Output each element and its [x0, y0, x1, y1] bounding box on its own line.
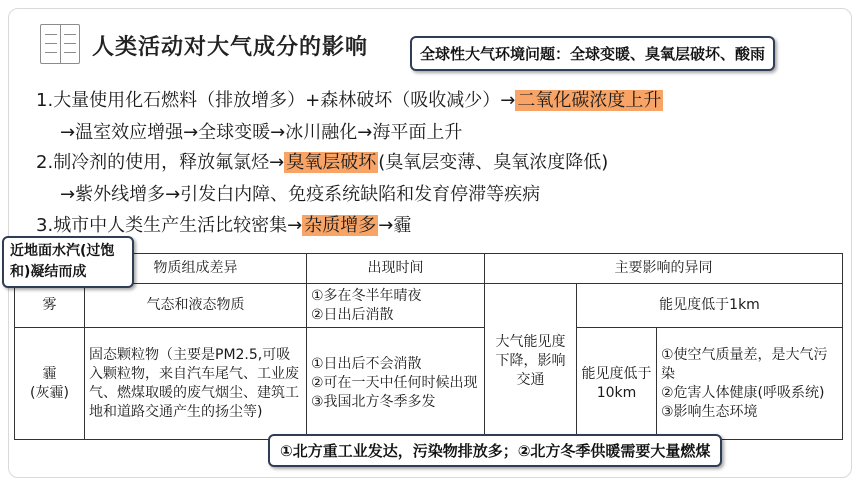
haze-alias: (灰霾): [30, 384, 69, 401]
haze-composition: 固态颗粒物（主要是PM2.5,可吸入颗粒物，来自汽车尾气、工业废气、燃煤取暖的废气烟尘、建筑工地和道路交通产生的扬尘等): [85, 328, 307, 440]
point-2-chain: →紫外线增多→引发白内障、免疫系统缺陷和发育停滞等疾病: [60, 184, 541, 205]
callout-global-issues: 全球性大气环境问题：全球变暖、臭氧层破坏、酸雨: [410, 36, 775, 71]
point-3-number: 3.: [36, 215, 54, 236]
haze-time-1: ①日出后不会消散: [311, 356, 422, 372]
haze-label: [15, 328, 85, 440]
point-1-number: 1.: [36, 90, 54, 111]
page-title: 人类活动对大气成分的影响: [92, 35, 369, 60]
table-header: 物质组成差异: [85, 254, 307, 284]
haze-time-3: ③我国北方冬季多发: [311, 394, 436, 410]
point-3-highlight: 杂质增多: [304, 215, 377, 236]
callout-north-haze-causes: ①北方重工业发达，污染物排放多；②北方冬季供暖需要大量燃煤: [268, 434, 722, 467]
haze-impact-2: ②危害人体健康(呼吸系统): [661, 384, 825, 401]
point-2-tail: (臭氧层变薄、臭氧浓度降低): [378, 152, 609, 173]
book-icon: [40, 24, 80, 64]
haze-name: 霾: [42, 365, 57, 382]
fog-haze-table: [14, 253, 843, 440]
fog-time: [307, 284, 485, 328]
haze-time-2: ②可在一天中任何时候出现: [311, 375, 478, 391]
point-1-highlight: 二氧化碳浓度上升: [517, 90, 662, 111]
point-2-text: 制冷剂的使用，释放氟氯烃→: [53, 152, 285, 173]
callout-fog-formation: 近地面水汽(过饱和)凝结而成: [2, 236, 134, 288]
haze-time: [307, 328, 485, 440]
point-2-number: 2.: [36, 152, 54, 173]
haze-visibility: 能见度低于10km: [577, 328, 657, 440]
point-3-text: 城市中人类生产生活比较密集→: [53, 215, 303, 236]
haze-impact-1: ①使空气质量差，是大气污染: [661, 346, 828, 382]
fog-composition: 气态和液态物质: [85, 284, 307, 328]
point-1: [36, 86, 663, 112]
fog-time-1: ①多在冬半年晴夜: [311, 287, 422, 304]
table-row-fog: [15, 284, 843, 328]
point-2-highlight: 臭氧层破坏: [286, 152, 377, 173]
common-impact: 大气能见度下降，影响交通: [485, 284, 577, 440]
fog-time-2: ②日出后消散: [311, 306, 394, 323]
table-header: 出现时间: [307, 254, 485, 284]
point-3: [36, 211, 411, 237]
haze-impacts: [657, 328, 843, 440]
point-3-tail: →霾: [378, 215, 412, 236]
haze-impact-3: ③影响生态环境: [661, 403, 758, 420]
fog-label: 雾: [15, 284, 85, 328]
point-1-text: 大量使用化石燃料（排放增多）+森林破坏（吸收减少）→: [53, 90, 516, 111]
table-row-haze: [15, 328, 843, 440]
fog-visibility: 能见度低于1km: [577, 284, 843, 328]
table-header: 主要影响的异同: [485, 254, 843, 284]
point-1-chain: →温室效应增强→全球变暖→冰川融化→海平面上升: [60, 122, 463, 143]
table-header-row: [15, 254, 843, 284]
point-2: [36, 148, 608, 174]
